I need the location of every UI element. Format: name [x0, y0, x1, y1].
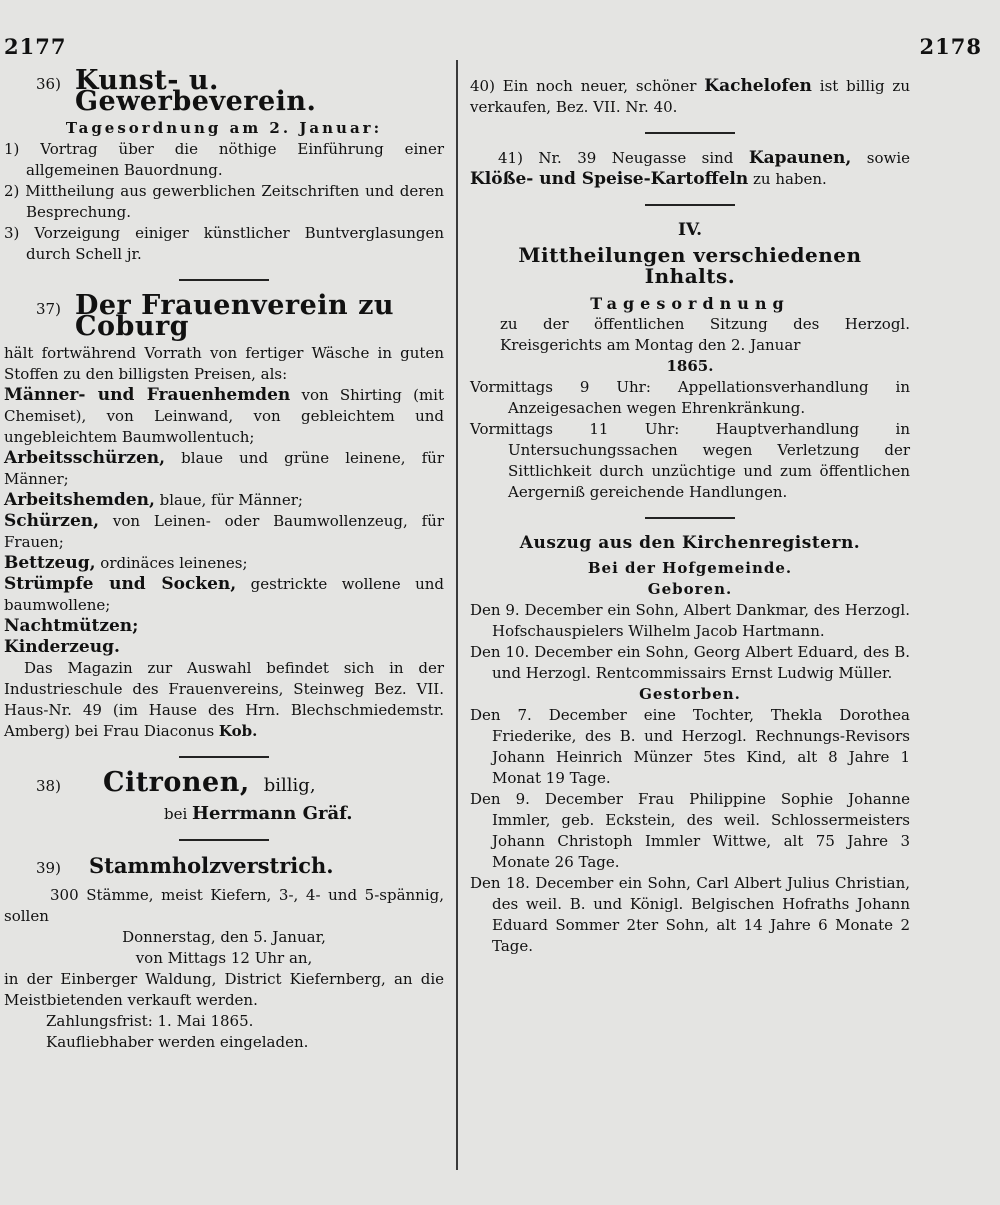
section-roman: IV. — [677, 220, 703, 240]
notice-title: Citronen, — [102, 767, 250, 798]
goods-name: Kinderzeug. — [4, 637, 120, 657]
column-divider — [456, 60, 458, 1170]
right-column — [470, 76, 910, 957]
notice-title: Kunst- u. Gewerbeverein. — [74, 65, 317, 117]
section-rule — [645, 517, 735, 519]
notice-text: von Mittags 12 Uhr an, — [135, 949, 313, 967]
notice-subtitle: billig, — [263, 775, 316, 796]
goods-name: Arbeitshemden, — [4, 490, 155, 510]
goods-line — [4, 616, 444, 637]
agenda-item: 1) Vortrag über die nöthige Einführung einer allgemeinen Bauordnung. — [4, 140, 444, 179]
goods-line — [4, 553, 444, 574]
outro-name: Kob. — [218, 722, 258, 740]
section-rule — [179, 279, 269, 281]
agenda-item: 2) Mittheilung aus gewerblichen Zeitschriften und deren Besprechung. — [4, 182, 444, 221]
notice-36-heading — [4, 65, 444, 117]
text: 41) Nr. 39 Neugasse sind — [498, 149, 749, 167]
goods-name: Männer- und Frauenhemden — [4, 385, 291, 405]
goods-name: Strümpfe und Socken, — [4, 574, 237, 594]
merchant-name: Herrmann Gräf. — [192, 803, 353, 824]
text: 40) Ein noch neuer, schöner — [470, 77, 705, 95]
goods-desc: von Leinen- oder Baumwollenzeug, für Frauen; — [4, 512, 444, 551]
register-entry: Den 18. December ein Sohn, Carl Albert Julius Christian, des weil. B. und Königl. Belgischen Hofraths Johann Eduard Sommer 2ter Sohn, alt 14 Jahre 6 Monate 2 Tage. — [470, 874, 910, 955]
register-entry: Den 9. December Frau Philippine Sophie Johanne Immler, geb. Eckstein, des weil. Schlossermeisters Johann Christoph Immler Wittwe, alt 75 Jahre 3 Monate 26 Tage. — [470, 790, 910, 871]
notice-40 — [470, 76, 910, 118]
agenda-subtitle: Tagesordnung am 2. Januar: — [65, 119, 383, 137]
notice-41 — [470, 148, 910, 190]
notice-text: 300 Stämme, meist Kiefern, 3-, 4- und 5-spännig, sollen — [4, 886, 444, 925]
goods-name: Schürzen, — [4, 511, 100, 531]
goods-desc: blaue, für Männer; — [154, 491, 303, 509]
goods-desc: ordinäces leinenes; — [95, 554, 248, 572]
notice-39-heading — [4, 855, 444, 879]
agenda-item: 3) Vorzeigung einiger künstlicher Buntverglasungen durch Schell jr. — [4, 224, 444, 263]
notice-text — [4, 803, 444, 825]
notice-text: Donnerstag, den 5. Januar, — [122, 928, 326, 946]
goods-line — [4, 511, 444, 553]
goods-line — [4, 490, 444, 511]
outro-text: Das Magazin zur Auswahl befindet sich in der Industrieschule des Frauenvereins, Steinweg Bez. VII. Haus-Nr. 49 (im Hause des Hrn. Blechschmiedemstr. Amberg) bei Frau Diaconus — [4, 659, 444, 740]
left-column — [4, 66, 444, 1053]
born-heading: Geboren. — [647, 580, 733, 598]
goods-desc: blaue und grüne leinene, für Männer; — [4, 449, 444, 488]
notice-37-heading — [4, 290, 444, 342]
agenda-title: Tagesordnung — [590, 294, 790, 313]
goods-line — [4, 574, 444, 616]
text: sowie — [851, 149, 910, 167]
item-name: Kapaunen, — [748, 148, 852, 168]
notice-text: Zahlungsfrist: 1. Mai 1865. — [46, 1012, 254, 1030]
register-entry: Den 7. December eine Tochter, Thekla Dorothea Friederike, des B. und Herzogl. Rechnungs-Revisors Johann Heinrich Münzer 5tes Kind, alt 8 Jahre 1 Monat 19 Tage. — [470, 706, 910, 787]
register-entry: Den 10. December ein Sohn, Georg Albert Eduard, des B. und Herzogl. Rentcommissairs Ernst Ludwig Müller. — [470, 643, 910, 682]
notice-text — [4, 658, 444, 742]
died-heading: Gestorben. — [639, 685, 741, 703]
notice-text: Kaufliebhaber werden eingeladen. — [46, 1033, 309, 1051]
section-rule — [645, 204, 735, 206]
notice-title: Der Frauenverein zu Coburg — [74, 290, 395, 342]
goods-name: Bettzeug, — [4, 553, 96, 573]
item-name: Klöße- und Speise-Kartoffeln — [470, 169, 749, 189]
goods-line — [4, 637, 444, 658]
notice-text: in der Einberger Waldung, District Kiefernberg, an die Meistbietenden verkauft werden. — [4, 970, 444, 1009]
agenda-year: 1865. — [666, 357, 714, 375]
page-number-right: 2178 — [919, 34, 982, 59]
agenda-item: Vormittags 11 Uhr: Hauptverhandlung in Untersuchungssachen wegen Verletzung der Sittlichkeit durch unzüchtige und zum öffentlichen Aergerniß gereichende Handlungen. — [470, 420, 910, 501]
notice-number: 37) — [36, 300, 61, 318]
church-title: Auszug aus den Kirchenregistern. — [519, 533, 861, 553]
notice-number: 39) — [36, 859, 61, 877]
section-title: Mittheilungen verschiedenen Inhalts. — [518, 243, 862, 288]
page-number-left: 2177 — [4, 34, 67, 59]
item-name: Kachelofen — [704, 76, 812, 96]
section-rule — [645, 132, 735, 134]
section-rule — [179, 839, 269, 841]
text: ist billig zu verkaufen, Bez. VII. Nr. 40. — [470, 77, 910, 116]
by-text: bei — [164, 805, 193, 823]
goods-line — [4, 448, 444, 490]
agenda-item: Vormittags 9 Uhr: Appellationsverhandlung in Anzeigesachen wegen Ehrenkränkung. — [470, 378, 910, 417]
goods-name: Arbeitsschürzen, — [4, 448, 166, 468]
register-entry: Den 9. December ein Sohn, Albert Dankmar, des Herzogl. Hofschauspielers Wilhelm Jacob Hartmann. — [470, 601, 910, 640]
notice-number: 36) — [36, 75, 61, 93]
agenda-desc: zu der öffentlichen Sitzung des Herzogl. Kreisgerichts am Montag den 2. Januar — [500, 315, 910, 354]
goods-desc: gestrickte wollene und baumwollene; — [4, 575, 444, 614]
goods-line — [4, 385, 444, 448]
church-parish: Bei der Hofgemeinde. — [587, 559, 793, 577]
goods-desc: von Shirting (mit Chemiset), von Leinwand, von gebleichtem und ungebleichtem Baumwollentuch; — [4, 386, 444, 446]
notice-text: hält fortwährend Vorrath von fertiger Wäsche in guten Stoffen zu den billigsten Preisen, als: — [4, 344, 444, 383]
section-rule — [179, 756, 269, 758]
text: zu haben. — [748, 170, 827, 188]
notice-number: 38) — [36, 777, 61, 795]
goods-name: Nachtmützen; — [4, 616, 139, 636]
notice-title: Stammholzverstrich. — [88, 853, 334, 878]
notice-38-heading — [4, 767, 444, 798]
